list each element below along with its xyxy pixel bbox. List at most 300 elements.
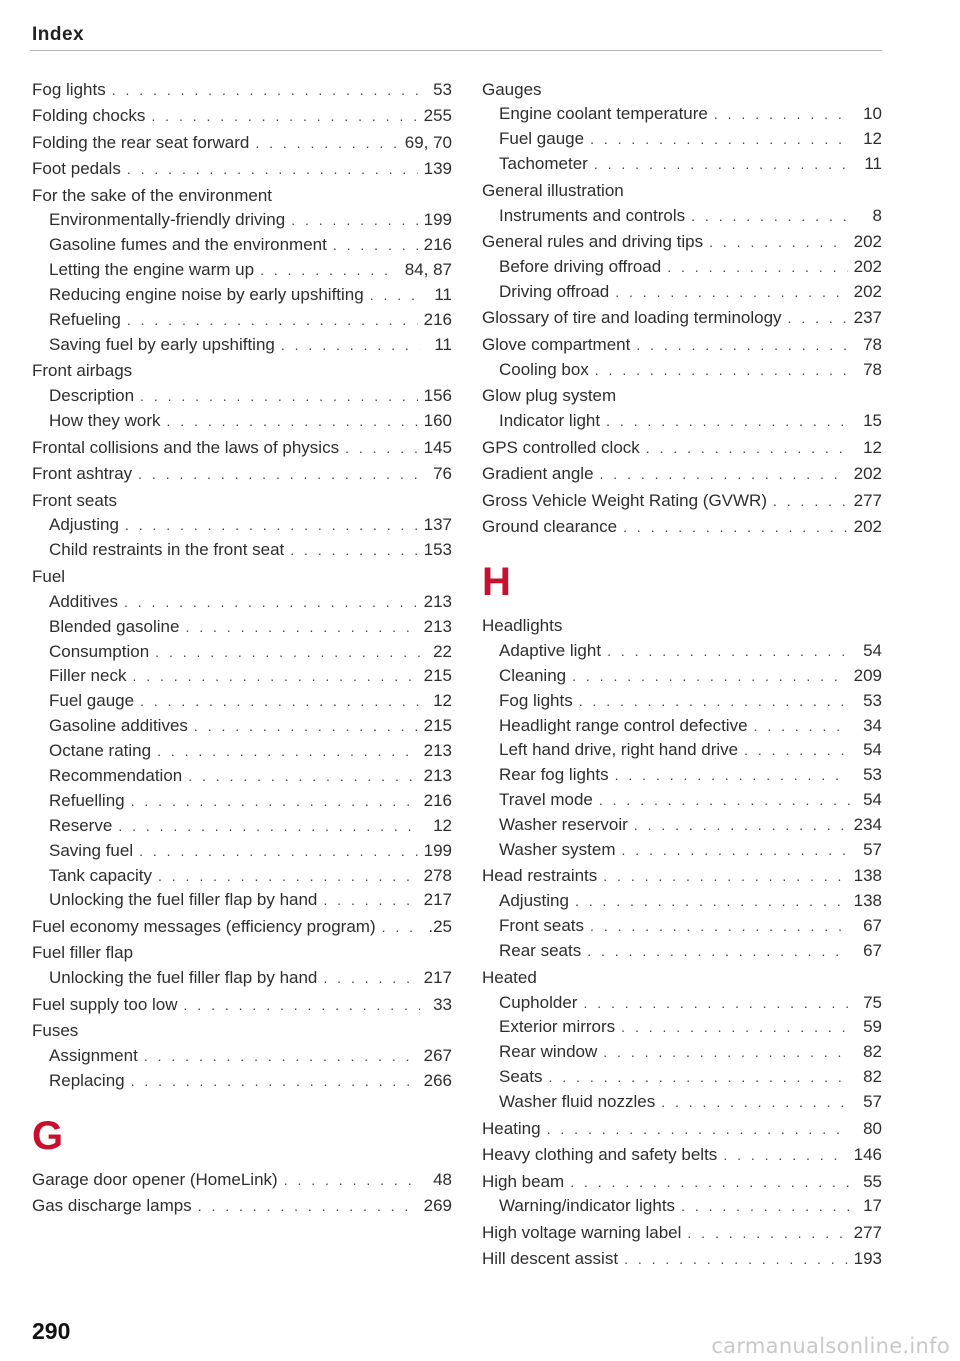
index-entry [32,131,452,156]
entry-page-ref[interactable]: 53 [433,79,452,99]
entry-page-ref[interactable]: 266 [423,1071,452,1091]
dot-leader [194,714,418,739]
dot-leader [166,409,417,434]
entry-page-ref[interactable]: 57 [863,839,882,859]
index-heading [32,359,452,384]
entry-page-ref[interactable]: 82 [863,1042,882,1062]
entry-term: Reducing engine noise by early upshifting [49,285,364,305]
dot-leader [548,1065,850,1090]
entry-term: For the sake of the environment [32,185,273,205]
dot-leader [291,208,417,233]
entry-page-ref[interactable]: 59 [863,1017,882,1037]
entry-term: High beam [482,1171,565,1191]
index-subentry [32,308,452,333]
page-number: 290 [32,1318,71,1344]
index-subentry [32,640,452,665]
entry-term: Filler neck [49,666,127,686]
entry-term: Rear window [499,1042,598,1062]
entry-term: Indicator light [499,411,601,431]
entry-page-ref[interactable]: 57 [863,1092,882,1112]
index-subentry [32,1044,452,1069]
entry-term: Description [49,386,135,406]
entry-page-ref[interactable]: 199 [423,210,452,230]
dot-leader [382,915,420,940]
entry-term: Front seats [499,916,585,936]
dot-leader [575,889,848,914]
entry-term: Unlocking the fuel filler flap by hand [49,968,318,988]
entry-term: Gradient angle [482,464,594,484]
entry-term: Heating [482,1118,541,1138]
index-heading [32,565,452,590]
dot-leader [599,788,850,813]
entry-page-ref[interactable]: 193 [853,1249,882,1269]
index-heading [482,78,882,103]
entry-term: Heavy clothing and safety belts [482,1145,718,1165]
entry-term: Hill descent assist [482,1249,619,1269]
dot-leader [687,1221,847,1246]
dot-leader [370,283,420,308]
entry-term: Gauges [482,79,542,99]
index-entry [482,1221,882,1246]
dot-leader [140,384,418,409]
entry-page-ref[interactable]: 277 [853,1222,882,1242]
entry-page-ref[interactable]: 199 [423,840,452,860]
dot-leader [590,914,850,939]
entry-term: Cupholder [499,992,578,1012]
entry-page-ref[interactable]: 234 [853,815,882,835]
index-subentry [482,1015,882,1040]
index-subentry [32,689,452,714]
index-subentry [482,664,882,689]
entry-page-ref[interactable]: 269 [423,1196,452,1216]
entry-term: Washer fluid nozzles [499,1092,656,1112]
entry-term: Seats [499,1067,543,1087]
entry-page-ref[interactable]: 48 [433,1169,452,1189]
dot-leader [603,864,847,889]
entry-page-ref[interactable]: 8 [872,205,882,225]
entry-page-ref[interactable]: 82 [863,1067,882,1087]
dot-leader [131,789,418,814]
entry-term: Rear seats [499,941,582,961]
entry-page-ref[interactable]: 67 [863,941,882,961]
index-subentry [482,204,882,229]
index-subentry [32,864,452,889]
index-subentry [482,788,882,813]
entry-page-ref[interactable]: 202 [853,281,882,301]
dot-leader [198,1194,418,1219]
entry-page-ref[interactable]: 278 [423,865,452,885]
entry-page-ref[interactable]: 12 [433,815,452,835]
index-subentry [482,763,882,788]
entry-page-ref[interactable]: 15 [863,411,882,431]
index-entry [482,462,882,487]
entry-page-ref[interactable]: 202 [853,232,882,252]
dot-leader [723,1143,847,1168]
entry-page-ref[interactable]: 213 [423,591,452,611]
dot-leader [323,888,417,913]
index-subentry [32,333,452,358]
index-subentry [482,127,882,152]
index-subentry [482,991,882,1016]
dot-leader [624,1247,848,1272]
entry-term: Washer reservoir [499,815,628,835]
entry-page-ref[interactable]: 34 [863,715,882,735]
entry-page-ref[interactable]: 11 [434,285,452,305]
index-entry [32,78,452,103]
entry-page-ref[interactable]: 69, 70 [404,132,452,152]
entry-page-ref[interactable]: 267 [423,1046,452,1066]
entry-term: Travel mode [499,790,593,810]
entry-term: Fog lights [499,690,573,710]
entry-term: Front airbags [32,361,133,381]
dot-leader [131,1069,418,1094]
entry-page-ref[interactable]: 75 [863,992,882,1012]
index-heading [32,184,452,209]
dot-leader [594,152,850,177]
dot-leader [323,966,417,991]
index-subentry [482,358,882,383]
entry-term: Garage door opener (HomeLink) [32,1169,278,1189]
entry-term: Folding chocks [32,106,146,126]
entry-page-ref[interactable]: 215 [423,666,452,686]
entry-term: Fuel filler flap [32,943,134,963]
index-column-left [32,76,452,1219]
entry-page-ref[interactable]: 55 [863,1171,882,1191]
entry-page-ref[interactable]: 202 [853,257,882,277]
entry-term: Fuel economy messages (efficiency program) [32,916,376,936]
dot-leader [281,333,420,358]
entry-page-ref[interactable]: 17 [863,1196,882,1216]
entry-term: Headlight range control defective [499,715,748,735]
dot-leader [345,436,418,461]
index-heading [482,966,882,991]
entry-page-ref[interactable]: 216 [423,790,452,810]
index-subentry [482,939,882,964]
entry-term: Replacing [49,1071,125,1091]
index-entry [482,230,882,255]
entry-term: Reserve [49,815,113,835]
dot-leader [157,739,418,764]
entry-term: Tachometer [499,154,588,174]
entry-page-ref[interactable]: 11 [434,334,452,354]
index-heading [482,179,882,204]
dot-leader [572,664,848,689]
index-subentry [482,714,882,739]
index-subentry [482,1065,882,1090]
entry-page-ref[interactable]: 137 [423,515,452,535]
entry-term: Adaptive light [499,640,602,660]
index-heading [32,1019,452,1044]
entry-page-ref[interactable]: 138 [853,891,882,911]
index-entry [482,864,882,889]
entry-term: Octane rating [49,741,152,761]
entry-term: Unlocking the fuel filler flap by hand [49,890,318,910]
index-subentry [32,764,452,789]
entry-term: Gross Vehicle Weight Rating (GVWR) [482,490,767,510]
entry-page-ref[interactable]: 138 [853,866,882,886]
entry-page-ref[interactable]: 217 [423,968,452,988]
index-entry [482,1247,882,1272]
entry-page-ref[interactable]: 78 [863,334,882,354]
entry-term: Heated [482,967,537,987]
index-entry [32,462,452,487]
entry-term: GPS controlled clock [482,437,640,457]
entry-term: Exterior mirrors [499,1017,616,1037]
dot-leader [583,991,850,1016]
dot-leader [151,104,417,129]
entry-term: Assignment [49,1046,138,1066]
dot-leader [646,436,850,461]
dot-leader [600,462,848,487]
index-heading [32,941,452,966]
dot-leader [125,513,418,538]
entry-page-ref[interactable]: 217 [423,890,452,910]
dot-leader [570,1170,850,1195]
entry-page-ref[interactable]: 78 [863,359,882,379]
entry-term: Refuelling [49,790,125,810]
dot-leader [661,1090,850,1115]
entry-term: Gasoline fumes and the environment [49,235,327,255]
entry-term: Adjusting [499,891,569,911]
entry-term: Rear fog lights [499,765,609,785]
dot-leader [623,515,847,540]
dot-leader [634,813,848,838]
entry-page-ref[interactable]: 213 [423,741,452,761]
entry-page-ref[interactable]: 67 [863,916,882,936]
index-entry [32,993,452,1018]
entry-page-ref[interactable]: 216 [423,235,452,255]
entry-term: Fuel [32,566,66,586]
index-subentry [482,1040,882,1065]
dot-leader [714,102,850,127]
dot-leader [255,131,398,156]
entry-term: Recommendation [49,765,183,785]
index-subentry [32,513,452,538]
entry-term: General rules and driving tips [482,232,704,252]
entry-term: Warning/indicator lights [499,1196,676,1216]
entry-page-ref[interactable]: 80 [863,1118,882,1138]
index-subentry [482,889,882,914]
dot-leader [636,333,850,358]
index-subentry [482,838,882,863]
dot-leader [621,1015,850,1040]
entry-term: Fuel gauge [49,691,135,711]
index-subentry [32,409,452,434]
index-subentry [482,689,882,714]
entry-term: Before driving offroad [499,257,662,277]
index-entry [32,1194,452,1219]
index-subentry [32,888,452,913]
entry-term: Frontal collisions and the laws of physics [32,437,340,457]
index-heading [482,614,882,639]
dot-leader [709,230,848,255]
index-subentry [482,639,882,664]
header-divider [30,50,882,51]
entry-page-ref[interactable]: 146 [853,1145,882,1165]
entry-term: Refueling [49,309,121,329]
dot-leader [155,640,420,665]
entry-term: Glow plug system [482,386,617,406]
entry-page-ref[interactable]: 160 [423,411,452,431]
entry-page-ref[interactable]: 277 [853,490,882,510]
dot-leader [284,1168,420,1193]
index-subentry [32,615,452,640]
entry-term: Gasoline additives [49,716,188,736]
entry-page-ref[interactable]: 139 [423,159,452,179]
dot-leader [607,639,850,664]
entry-term: Environmentally-friendly driving [49,210,286,230]
dot-leader [788,306,848,331]
dot-leader [127,157,418,182]
entry-term: Glossary of tire and loading terminology [482,308,782,328]
index-subentry [32,233,452,258]
entry-term: Ground clearance [482,517,618,537]
entry-page-ref[interactable]: 213 [423,616,452,636]
index-subentry [482,255,882,280]
dot-leader [333,233,418,258]
entry-page-ref[interactable]: 215 [423,716,452,736]
entry-term: Fog lights [32,79,106,99]
entry-page-ref[interactable]: 54 [863,640,882,660]
index-entry [32,436,452,461]
entry-page-ref[interactable]: 202 [853,464,882,484]
dot-leader [547,1117,850,1142]
entry-page-ref[interactable]: 53 [863,690,882,710]
index-subentry [32,590,452,615]
index-entry [32,157,452,182]
page-header-title: Index [32,24,85,45]
entry-term: How they work [49,411,161,431]
entry-term: Fuel gauge [499,129,585,149]
entry-term: Head restraints [482,866,598,886]
dot-leader [773,489,848,514]
dot-leader [606,409,850,434]
entry-term: Cleaning [499,665,567,685]
entry-page-ref[interactable]: 54 [863,740,882,760]
dot-leader [185,615,417,640]
entry-page-ref[interactable]: 53 [863,765,882,785]
index-subentry [32,1069,452,1094]
entry-term: High voltage warning label [482,1222,682,1242]
entry-term: Child restraints in the front seat [49,540,285,560]
entry-term: Fuel supply too low [32,994,178,1014]
watermark: carmanualsonline.info [711,1334,950,1358]
index-subentry [482,738,882,763]
index-entry [482,436,882,461]
entry-page-ref[interactable]: 76 [433,464,452,484]
dot-leader [667,255,847,280]
index-entry [32,1168,452,1193]
dot-leader [127,308,418,333]
dot-leader [118,814,420,839]
dot-leader [112,78,420,103]
entry-page-ref[interactable]: 12 [863,437,882,457]
dot-leader [132,664,417,689]
entry-term: Additives [49,591,118,611]
entry-page-ref[interactable]: 202 [853,517,882,537]
section-letter: H [482,559,511,604]
entry-term: Glove compartment [482,334,631,354]
dot-leader [158,864,418,889]
entry-page-ref[interactable]: 10 [863,104,882,124]
index-heading [32,489,452,514]
entry-term: Engine coolant temperature [499,104,708,124]
dot-leader [144,1044,418,1069]
dot-leader [290,538,417,563]
index-entry [482,333,882,358]
entry-term: Saving fuel [49,840,134,860]
entry-page-ref[interactable]: 153 [423,540,452,560]
index-entry [482,1117,882,1142]
dot-leader [138,462,420,487]
dot-leader [622,838,850,863]
entry-term: Fuses [32,1021,79,1041]
dot-leader [184,993,420,1018]
index-entry [482,1143,882,1168]
entry-page-ref[interactable]: 216 [423,309,452,329]
entry-term: Front seats [32,490,118,510]
index-entry [482,306,882,331]
index-entry [32,104,452,129]
entry-page-ref[interactable]: 54 [863,790,882,810]
entry-term: Folding the rear seat forward [32,132,250,152]
index-subentry [482,102,882,127]
dot-leader [140,689,420,714]
dot-leader [754,714,850,739]
entry-page-ref[interactable]: 145 [423,437,452,457]
index-subentry [32,384,452,409]
entry-page-ref[interactable]: 12 [433,691,452,711]
dot-leader [744,738,850,763]
entry-term: Left hand drive, right hand drive [499,740,739,760]
dot-leader [260,258,399,283]
index-subentry [482,1090,882,1115]
entry-term: Tank capacity [49,865,152,885]
entry-term: Cooling box [499,359,589,379]
entry-term: Headlights [482,615,563,635]
entry-page-ref[interactable]: 22 [433,641,452,661]
entry-page-ref[interactable]: 209 [853,665,882,685]
entry-term: Letting the engine warm up [49,260,255,280]
index-subentry [482,1194,882,1219]
index-subentry [482,409,882,434]
index-subentry [32,966,452,991]
index-subentry [482,152,882,177]
index-subentry [482,914,882,939]
entry-page-ref[interactable]: 213 [423,765,452,785]
entry-page-ref[interactable]: 156 [423,386,452,406]
entry-term: General illustration [482,180,624,200]
entry-term: Front ashtray [32,464,133,484]
dot-leader [139,839,418,864]
entry-page-ref[interactable]: .25 [428,916,452,936]
dot-leader [587,939,850,964]
index-subentry [32,258,452,283]
entry-page-ref[interactable]: 12 [863,129,882,149]
entry-page-ref[interactable]: 84, 87 [404,260,452,280]
entry-page-ref[interactable]: 255 [423,106,452,126]
entry-term: Driving offroad [499,281,610,301]
dot-leader [691,204,850,229]
dot-leader [603,1040,850,1065]
entry-page-ref[interactable]: 33 [433,994,452,1014]
index-subentry [32,664,452,689]
dot-leader [590,127,850,152]
entry-page-ref[interactable]: 237 [853,308,882,328]
entry-page-ref[interactable]: 11 [864,154,882,174]
index-subentry [32,839,452,864]
entry-term: Washer system [499,839,616,859]
